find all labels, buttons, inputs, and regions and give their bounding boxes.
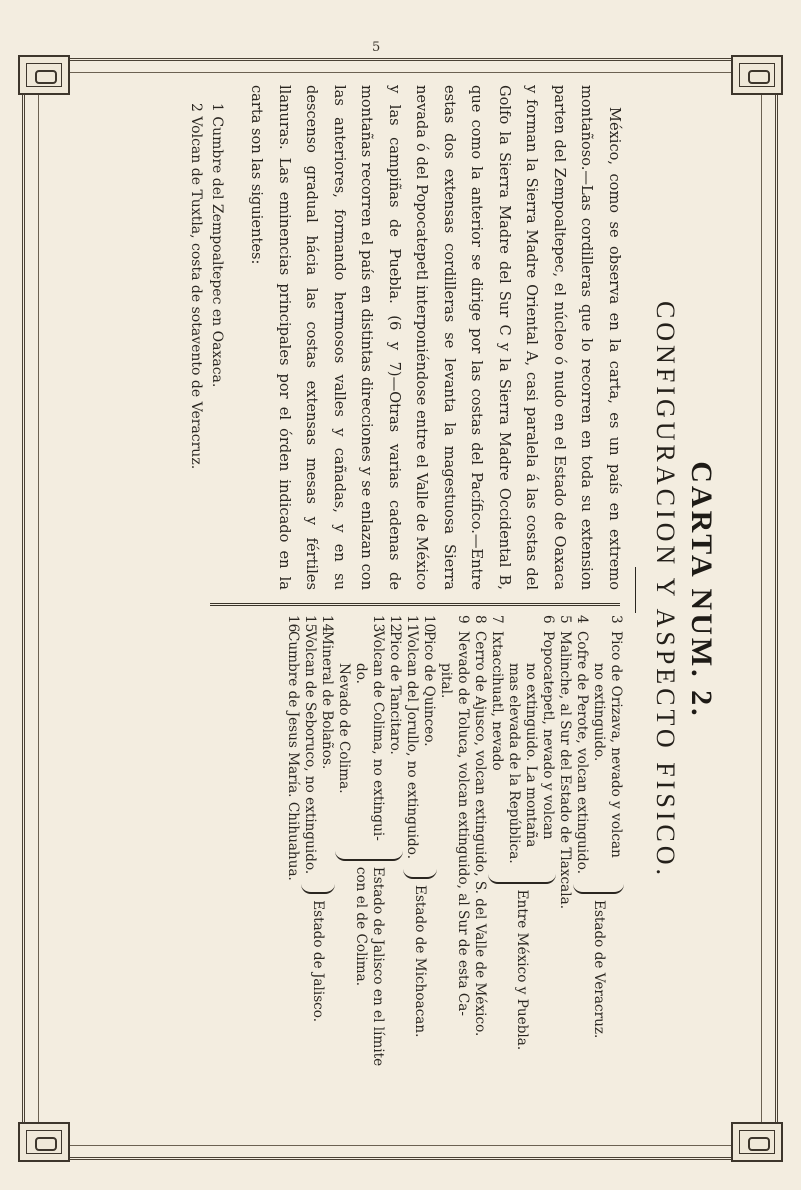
entry-number: 15: [302, 615, 318, 633]
brace-icon: [335, 847, 403, 861]
eminence-entry: [573, 615, 590, 874]
entry-number: 3: [608, 615, 624, 624]
eminence-group: [556, 615, 573, 1085]
eminence-entry: [556, 615, 573, 909]
corner-ornament-icon: [731, 1122, 783, 1162]
entry-number: [335, 615, 352, 631]
location-label: Estado de Jalisco en el límite con el de Colima.: [353, 866, 386, 1067]
entry-number: 14: [319, 615, 335, 633]
entry-text: Malinche, al Sur del Estado de Tlaxcala.: [557, 631, 573, 910]
eminence-entry: [437, 615, 454, 1036]
eminence-entries: [488, 615, 556, 864]
entry-number: [522, 615, 539, 631]
entry-text: no extinguido. La montaña: [523, 663, 539, 848]
entry-text: Pico de Quinceo.: [421, 631, 437, 747]
eminence-entries: [437, 615, 488, 1036]
eminence-group: [403, 615, 437, 1085]
entry-number: 6: [540, 615, 556, 624]
location-label: Estado de Veracruz.: [591, 900, 607, 1039]
eminence-entry: [539, 615, 556, 864]
entry-text: Popocatepetl, nevado y volcan: [540, 631, 556, 840]
entry-text: Nevado de Toluca, volcan extinguido, al Sur de esta Ca-: [455, 631, 471, 1017]
entry-number: 13: [370, 615, 386, 633]
eminence-group: [284, 615, 301, 1085]
eminence-entry: [386, 615, 403, 841]
entry-text: Cerro de Ajusco, volcan extinguido, S. del Valle de México.: [472, 631, 488, 1037]
entry-text: Volcan de Colima, no extingui-: [370, 631, 386, 841]
entry-number: [352, 615, 369, 631]
entry-number: [505, 615, 522, 631]
corner-ornament-icon: [731, 55, 783, 95]
column-divider: [210, 603, 620, 606]
entry-number: [437, 615, 454, 631]
entry-number: 5: [557, 615, 573, 624]
corner-ornament-icon: [18, 1122, 70, 1162]
eminence-entry: [284, 615, 301, 881]
entry-number: 11: [404, 615, 420, 633]
eminence-entry: [403, 615, 420, 859]
entry-text: do.: [353, 663, 369, 684]
eminence-group: [335, 615, 403, 1085]
body-paragraph: México, como se observa en la carta, es un país en extremo montañoso.—Las cordilleras que lo recorren en toda su extension parten del Zempoaltepec, el núcleo ó nudo en el Estado de Oaxaca y forman la Sierra Madre Oriental A, casi paralela á las costas del Golfo la Sierra Madre del Sur C y la Sierra Madre Occidental B, que como la anterior se dirige por las costas del Pacífico.—Entre estas dos extensas cordilleras se levanta la magestuosa Sierra nevada ó del Popocatepetl interponiéndose entre el Valle de México y las campiñas de Puebla. (6 y 7)—Otras varias cadenas de montañas recorren el país en distintas direcciones y se enlazan con las anteriores, formando hermosos valles y cañadas, y en su descenso gradual hácia las costas extensas mesas y fértiles llanuras. Las eminencias principales por el órden indicado en la carta son las siguientes:: [248, 85, 623, 590]
entry-text: Ixtaccihuatl, nevado: [489, 631, 505, 771]
list-item: 1 Cumbre del Zempoaltepec en Oaxaca.: [209, 103, 225, 388]
eminence-entry: [488, 615, 505, 864]
location-label: Estado de Jalisco.: [310, 900, 327, 1023]
entry-number: 9: [455, 615, 471, 624]
eminence-entry: [522, 615, 539, 864]
eminence-entry: [420, 615, 437, 859]
title-rule: [635, 567, 636, 613]
location-label: Estado de Michoacan.: [412, 885, 429, 1038]
eminence-entries: [573, 615, 624, 874]
entry-text: Mineral de Bolaños.: [319, 631, 335, 770]
eminence-entry: [607, 615, 624, 874]
eminence-entry: [301, 615, 318, 874]
eminence-group: [573, 615, 624, 1085]
location-label: Entre México y Puebla.: [514, 889, 531, 1051]
eminence-group: [488, 615, 556, 1085]
entry-text: Pico de Orizava, nevado y volcan: [608, 631, 624, 858]
eminence-entry: [471, 615, 488, 1036]
entry-text: no extinguido.: [591, 663, 607, 762]
eminence-entries: [301, 615, 335, 874]
corner-ornament-icon: [18, 55, 70, 95]
entry-text: mas elevada de la República.: [506, 663, 522, 864]
eminence-entry: [505, 615, 522, 864]
left-column: [185, 85, 628, 590]
eminence-group: [301, 615, 335, 1085]
eminence-entry: [590, 615, 607, 874]
eminence-group: [437, 615, 488, 1085]
entry-text: pital.: [438, 663, 454, 699]
entry-text: Volcan del Jorullo, no extinguido.: [404, 631, 420, 860]
entry-number: 12: [387, 615, 403, 633]
page-number: 5: [372, 40, 381, 55]
entry-text: Cumbre de Jesus María. Chihuahua.: [285, 631, 301, 881]
page-title: CARTA NUM. 2.: [685, 461, 718, 719]
right-column: [284, 615, 624, 1085]
eminence-entries: [403, 615, 437, 859]
brace-icon: [573, 880, 624, 894]
section-title: CONFIGURACION Y ASPECTO FISICO.: [651, 300, 680, 880]
entry-number: 7: [489, 615, 505, 624]
eminence-entry: [369, 615, 386, 841]
entry-text: Cofre de Perote, volcan extinguido.: [574, 631, 590, 875]
rotated-page-content: [80, 85, 720, 1095]
entry-text: Nevado de Colima.: [336, 663, 352, 794]
eminence-entries: [556, 615, 573, 909]
eminence-entry: [318, 615, 335, 874]
brace-icon: [488, 870, 556, 884]
eminence-entries: [284, 615, 301, 881]
list-item: 2 Volcan de Tuxtla, costa de sotavento de Veracruz.: [188, 103, 204, 470]
entry-number: 10: [421, 615, 437, 633]
eminence-entry: [454, 615, 471, 1036]
entry-number: [590, 615, 607, 631]
eminence-entry: [335, 615, 352, 841]
eminence-entries: [335, 615, 403, 841]
entry-number: 8: [472, 615, 488, 624]
brace-icon: [403, 865, 437, 879]
brace-icon: [301, 880, 335, 894]
entry-text: Pico de Tancitaro.: [387, 631, 403, 755]
entry-text: Volcan de Seboruco, no extinguido.: [302, 631, 318, 875]
eminence-entry: [352, 615, 369, 841]
entry-number: 4: [574, 615, 590, 624]
entry-number: 16: [285, 615, 301, 633]
